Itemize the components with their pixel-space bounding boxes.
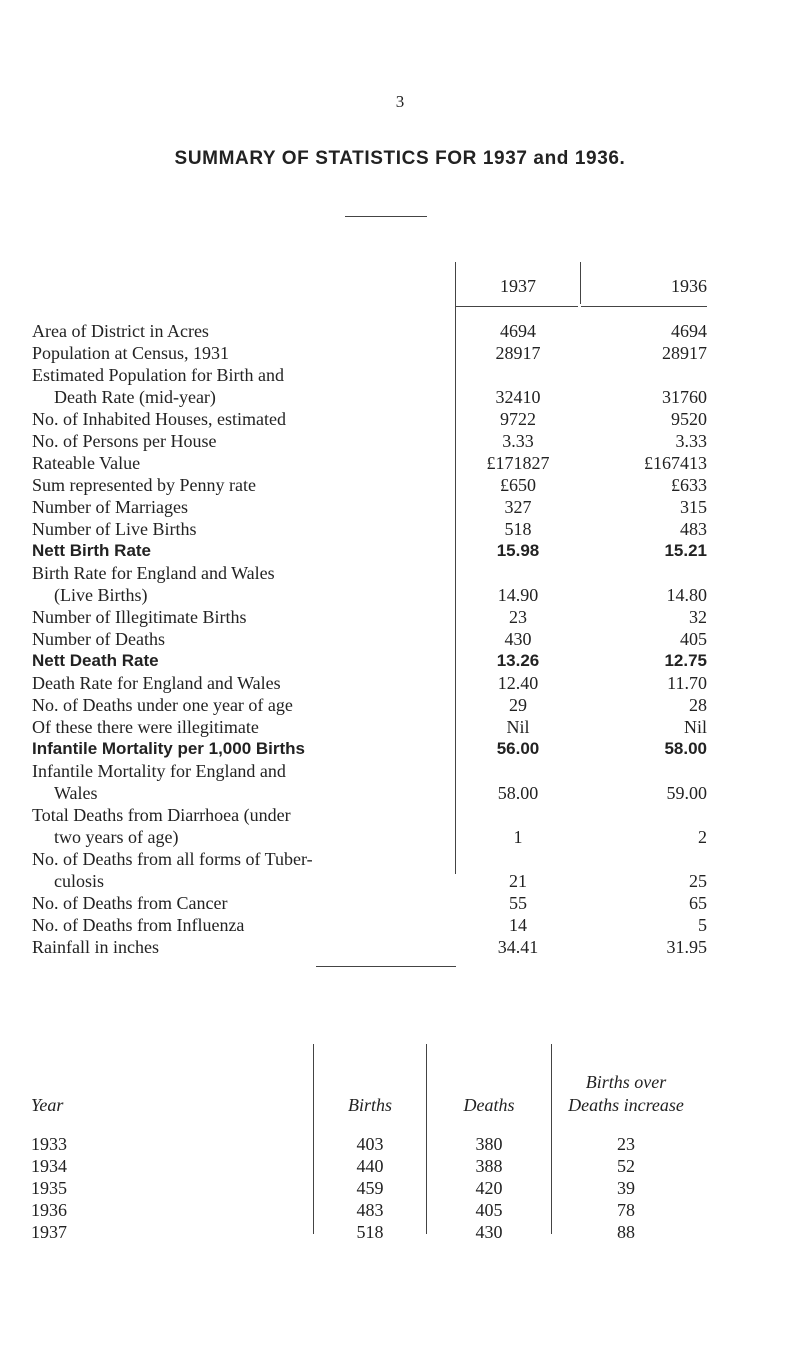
value-1936: £633 xyxy=(671,475,707,495)
value-1937: 327 xyxy=(504,497,532,517)
value-1937: 9722 xyxy=(500,409,536,429)
summary-row-label: Number of Illegitimate Births xyxy=(32,607,247,627)
value-1936: 14.80 xyxy=(666,585,707,605)
value-1937: 3.33 xyxy=(502,431,534,451)
value-1936: 59.00 xyxy=(666,783,707,803)
value-1936: 32 xyxy=(689,607,707,627)
value-1936: £167413 xyxy=(644,453,707,473)
value-1937: £171827 xyxy=(486,453,550,473)
yearly-row-deaths: 420 xyxy=(475,1178,503,1198)
value-1937: 430 xyxy=(504,629,532,649)
summary-row-label: culosis xyxy=(54,871,105,891)
value-1936: 5 xyxy=(698,915,707,935)
value-1936: 25 xyxy=(689,871,707,891)
value-1936: 315 xyxy=(680,497,707,517)
value-1937: 1 xyxy=(513,827,523,847)
value-1936: 12.75 xyxy=(664,651,707,670)
summary-row-label: Nett Birth Rate xyxy=(32,541,152,560)
section-divider xyxy=(316,966,456,967)
value-1937: 29 xyxy=(509,695,527,715)
yearly-header-year: Year xyxy=(31,1095,64,1115)
value-1936: 58.00 xyxy=(664,739,707,758)
summary-row-label: (Live Births) xyxy=(54,585,148,605)
yearly-header-deaths: Deaths xyxy=(463,1095,515,1115)
yearly-row-births: 459 xyxy=(356,1178,384,1198)
value-1937: 21 xyxy=(509,871,527,891)
value-1936: 483 xyxy=(680,519,707,539)
value-1937: 13.26 xyxy=(496,651,540,670)
summary-row-label: No. of Persons per House xyxy=(32,431,217,451)
summary-header-rule-2 xyxy=(581,306,707,307)
value-1936: Nil xyxy=(683,717,707,737)
summary-row-label: No. of Deaths under one year of age xyxy=(32,695,293,715)
yearly-row-increase: 52 xyxy=(617,1156,635,1176)
summary-row-label: Number of Live Births xyxy=(32,519,197,539)
yearly-row-increase: 88 xyxy=(617,1222,635,1242)
page-number: 3 xyxy=(395,92,405,111)
value-1936: 405 xyxy=(680,629,707,649)
yearly-col-divider-3 xyxy=(551,1044,552,1234)
yearly-row-births: 440 xyxy=(356,1156,384,1176)
value-1937: £650 xyxy=(500,475,536,495)
title-divider xyxy=(345,216,427,217)
page-title: SUMMARY OF STATISTICS FOR 1937 and 1936. xyxy=(174,148,626,169)
column-header-1937: 1937 xyxy=(500,276,536,296)
summary-row-label: No. of Deaths from Cancer xyxy=(32,893,228,913)
value-1937: Nil xyxy=(506,717,530,737)
yearly-row-year: 1933 xyxy=(31,1134,67,1154)
value-1936: 4694 xyxy=(671,321,707,341)
yearly-col-divider-1 xyxy=(313,1044,314,1234)
summary-row-label: Death Rate for England and Wales xyxy=(32,673,281,693)
summary-row-label: Of these there were illegitimate xyxy=(32,717,259,737)
value-1937: 56.00 xyxy=(496,739,540,758)
yearly-row-deaths: 380 xyxy=(475,1134,503,1154)
value-1937: 28917 xyxy=(495,343,541,363)
yearly-row-deaths: 405 xyxy=(475,1200,503,1220)
yearly-row-year: 1936 xyxy=(31,1200,67,1220)
summary-row-label: Birth Rate for England and Wales xyxy=(32,563,275,583)
summary-row-label: Rainfall in inches xyxy=(32,937,159,957)
yearly-row-increase: 39 xyxy=(617,1178,635,1198)
summary-row-label: Rateable Value xyxy=(32,453,141,473)
summary-row-label: Population at Census, 1931 xyxy=(32,343,229,363)
yearly-row-increase: 23 xyxy=(617,1134,635,1154)
value-1937: 14.90 xyxy=(497,585,539,605)
summary-row-label: two years of age) xyxy=(54,827,179,847)
summary-row-label: Infantile Mortality for England and xyxy=(32,761,286,781)
yearly-row-births: 518 xyxy=(356,1222,384,1242)
yearly-row-year: 1935 xyxy=(31,1178,67,1198)
value-1936: 31.95 xyxy=(666,937,707,957)
value-1937: 15.98 xyxy=(496,541,540,560)
value-1936: 11.70 xyxy=(667,673,707,693)
yearly-col-divider-2 xyxy=(426,1044,427,1234)
summary-row-label: No. of Deaths from Influenza xyxy=(32,915,245,935)
summary-row-label: Number of Marriages xyxy=(32,497,188,517)
summary-header-rule-1 xyxy=(456,306,578,307)
value-1937: 32410 xyxy=(495,387,541,407)
value-1936: 28 xyxy=(689,695,707,715)
value-1937: 58.00 xyxy=(497,783,539,803)
yearly-header-increase-line2: Deaths increase xyxy=(568,1095,684,1115)
summary-row-label: Number of Deaths xyxy=(32,629,165,649)
value-1936: 3.33 xyxy=(675,431,707,451)
value-1936: 31760 xyxy=(662,387,707,407)
summary-row-label: Wales xyxy=(54,783,98,803)
yearly-row-deaths: 388 xyxy=(475,1156,503,1176)
value-1937: 34.41 xyxy=(497,937,539,957)
yearly-row-increase: 78 xyxy=(617,1200,635,1220)
summary-row-label: Total Deaths from Diarrhoea (under xyxy=(32,805,291,825)
summary-row-label: No. of Inhabited Houses, estimated xyxy=(32,409,286,429)
yearly-header-increase-line1: Births over xyxy=(585,1072,667,1092)
value-1937: 4694 xyxy=(500,321,536,341)
yearly-row-year: 1934 xyxy=(31,1156,67,1176)
value-1936: 2 xyxy=(698,827,707,847)
yearly-row-births: 483 xyxy=(356,1200,384,1220)
value-1936: 65 xyxy=(689,893,707,913)
summary-row-label: Infantile Mortality per 1,000 Births xyxy=(32,739,306,758)
yearly-row-births: 403 xyxy=(356,1134,384,1154)
value-1937: 14 xyxy=(509,915,527,935)
yearly-header-births: Births xyxy=(347,1095,392,1115)
summary-row-label: Area of District in Acres xyxy=(32,321,209,341)
value-1936: 28917 xyxy=(662,343,707,363)
column-header-1936: 1936 xyxy=(671,276,707,296)
value-1936: 9520 xyxy=(671,409,707,429)
summary-row-label: Nett Death Rate xyxy=(32,651,159,670)
summary-row-label: No. of Deaths from all forms of Tuber- xyxy=(32,849,313,869)
value-1937: 23 xyxy=(509,607,527,627)
value-1937: 518 xyxy=(504,519,532,539)
value-1937: 12.40 xyxy=(497,673,539,693)
summary-row-label: Estimated Population for Birth and xyxy=(32,365,284,385)
value-1937: 55 xyxy=(509,893,527,913)
summary-row-label: Death Rate (mid-year) xyxy=(54,387,216,407)
yearly-row-deaths: 430 xyxy=(475,1222,503,1242)
value-1936: 15.21 xyxy=(664,541,707,560)
yearly-row-year: 1937 xyxy=(31,1222,67,1242)
summary-row-label: Sum represented by Penny rate xyxy=(32,475,256,495)
